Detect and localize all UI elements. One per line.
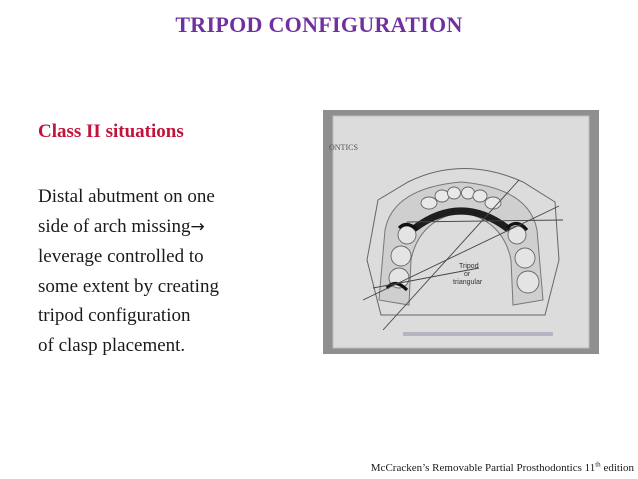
dental-arch-illustration: [323, 110, 599, 354]
figure-label-line3: triangular: [453, 279, 483, 286]
body-text: [38, 182, 328, 360]
body-line-4: some extent by creating: [38, 275, 219, 297]
figure-label-line1: Tripod: [459, 263, 479, 270]
dental-arch-photo: [323, 110, 599, 354]
subheading: Class II situations: [38, 121, 184, 142]
figure-caption-smudge: [403, 332, 553, 336]
citation-suffix: edition: [600, 462, 634, 474]
arrow-icon: →: [190, 216, 205, 237]
body-line-2-text: side of arch missing: [38, 215, 191, 237]
body-line-5: tripod configuration: [38, 305, 191, 326]
citation-main: McCracken’s Removable Partial Prosthodontics 11: [370, 462, 596, 474]
figure-label-line2: or: [464, 271, 471, 278]
body-line-2: [38, 212, 328, 243]
citation: [371, 462, 634, 474]
figure-header-text: ONTICS: [329, 143, 358, 152]
slide-title: TRIPOD CONFIGURATION: [175, 12, 463, 37]
body-line-3: leverage controlled to: [38, 246, 204, 267]
body-line-6: of clasp placement.: [38, 334, 186, 356]
paper-background: [333, 116, 589, 348]
citation-superscript: th: [595, 460, 601, 469]
body-line-1: Distal abutment on one: [38, 186, 215, 207]
